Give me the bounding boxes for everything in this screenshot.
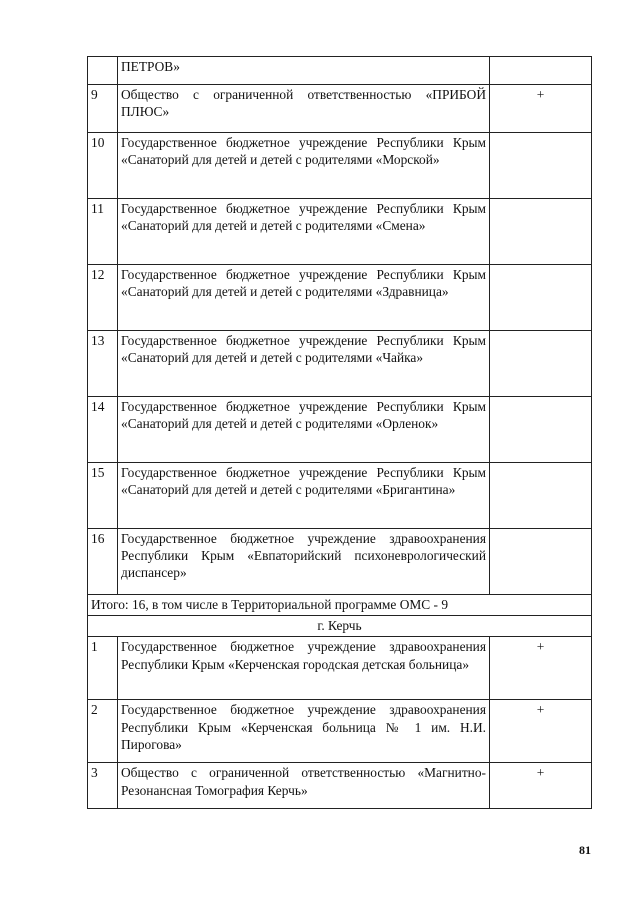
table-row	[88, 199, 592, 265]
oms-mark	[490, 265, 592, 331]
row-number: 13	[88, 331, 118, 397]
table-row	[88, 463, 592, 529]
table-body-top	[88, 57, 592, 595]
table-row	[88, 529, 592, 595]
table-body-summary	[88, 595, 592, 637]
oms-mark: +	[490, 85, 592, 133]
organization-name: Государственное бюджетное учреждение Республики Крым «Санаторий для детей и детей с родителями «Чайка»	[118, 331, 490, 397]
oms-mark: +	[490, 763, 592, 809]
oms-mark: +	[490, 700, 592, 763]
table-row	[88, 763, 592, 809]
oms-mark	[490, 529, 592, 595]
table-row	[88, 637, 592, 700]
row-number: 2	[88, 700, 118, 763]
row-number: 12	[88, 265, 118, 331]
organization-name: Общество с ограниченной ответственностью «Магнитно-Резонансная Томография Керчь»	[118, 763, 490, 809]
organization-name: Государственное бюджетное учреждение здравоохранения Республики Крым «Керченская городская детская больница»	[118, 637, 490, 700]
organization-name: Государственное бюджетное учреждение здравоохранения Республики Крым «Евпаторийский психоневрологический диспансер»	[118, 529, 490, 595]
city-heading-row	[88, 616, 592, 637]
row-number	[88, 57, 118, 85]
row-number: 3	[88, 763, 118, 809]
oms-mark	[490, 397, 592, 463]
table-row	[88, 265, 592, 331]
organization-name: Государственное бюджетное учреждение Республики Крым «Санаторий для детей и детей с родителями «Смена»	[118, 199, 490, 265]
oms-mark	[490, 331, 592, 397]
oms-mark	[490, 463, 592, 529]
oms-mark	[490, 133, 592, 199]
summary-text: Итого: 16, в том числе в Территориальной программе ОМС - 9	[88, 595, 592, 616]
table-row	[88, 85, 592, 133]
table-row	[88, 700, 592, 763]
oms-mark	[490, 199, 592, 265]
row-number: 14	[88, 397, 118, 463]
oms-mark: +	[490, 637, 592, 700]
table-row	[88, 57, 592, 85]
table-row	[88, 331, 592, 397]
row-number: 16	[88, 529, 118, 595]
page-number: 81	[579, 843, 591, 857]
row-number: 10	[88, 133, 118, 199]
row-number: 1	[88, 637, 118, 700]
oms-mark	[490, 57, 592, 85]
organization-name: Государственное бюджетное учреждение Республики Крым «Санаторий для детей и детей с родителями «Морской»	[118, 133, 490, 199]
organization-name: ПЕТРОВ»	[118, 57, 490, 85]
table-row	[88, 133, 592, 199]
organizations-table	[87, 56, 592, 809]
organization-name: Государственное бюджетное учреждение Республики Крым «Санаторий для детей и детей с родителями «Бригантина»	[118, 463, 490, 529]
row-number: 15	[88, 463, 118, 529]
summary-row	[88, 595, 592, 616]
organization-name: Государственное бюджетное учреждение здравоохранения Республики Крым «Керченская больница № 1 им. Н.И. Пирогова»	[118, 700, 490, 763]
table-body-bottom	[88, 637, 592, 809]
row-number: 9	[88, 85, 118, 133]
city-heading: г. Керчь	[88, 616, 592, 637]
organization-name: Государственное бюджетное учреждение Республики Крым «Санаторий для детей и детей с родителями «Орленок»	[118, 397, 490, 463]
table-row	[88, 397, 592, 463]
organization-name: Общество с ограниченной ответственностью «ПРИБОЙ ПЛЮС»	[118, 85, 490, 133]
organization-name: Государственное бюджетное учреждение Республики Крым «Санаторий для детей и детей с родителями «Здравница»	[118, 265, 490, 331]
row-number: 11	[88, 199, 118, 265]
